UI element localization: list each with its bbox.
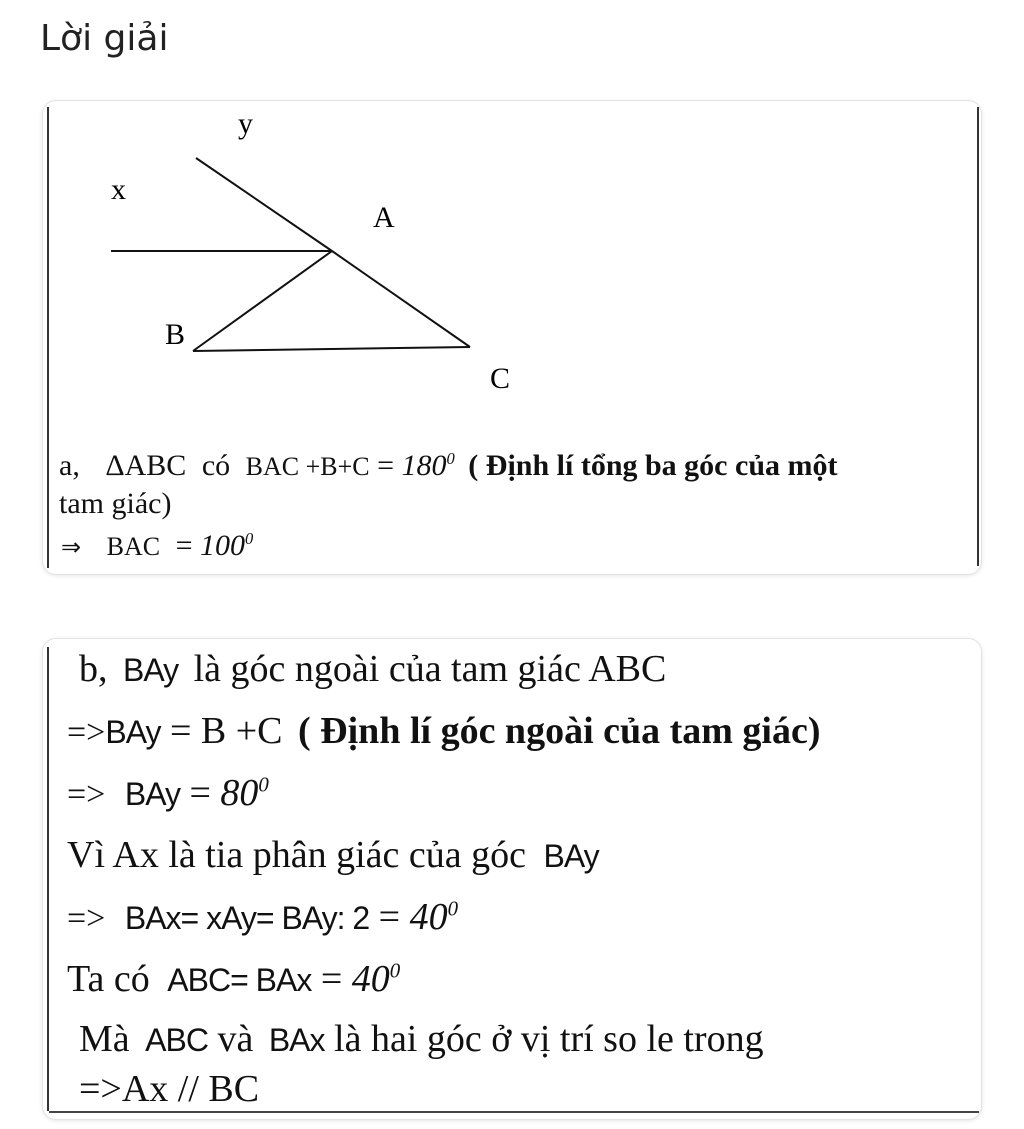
degree-mark: 0: [258, 772, 269, 797]
angle-abc-value: 40: [351, 958, 390, 1000]
exterior-angle-expression: = B +C: [169, 710, 283, 752]
implies-arrow: ⇒: [61, 535, 82, 561]
angle-bay: BAy: [105, 714, 161, 750]
implies-arrow: =>: [67, 714, 106, 751]
equals-sign: =: [175, 529, 193, 562]
text-co: có: [201, 449, 231, 482]
angle-bax: BAx: [268, 1022, 325, 1058]
part-b-line-1: [79, 647, 666, 691]
equals-sign: =: [189, 772, 211, 814]
part-a-line-3: [61, 529, 253, 563]
label-c: C: [490, 362, 511, 395]
label-a: A: [373, 201, 395, 234]
angle-bay-value: 80: [220, 772, 259, 814]
degree-mark: 0: [245, 529, 254, 548]
solution-card-part-b: [42, 638, 982, 1120]
alternate-angles-statement: là hai góc ở vị trí so le trong: [334, 1018, 764, 1060]
degree-mark: 0: [389, 958, 401, 983]
exterior-angle-statement: là góc ngoài của tam giác ABC: [193, 648, 667, 690]
part-b-line-3: [67, 771, 269, 815]
triangle-abc: ΔABC: [105, 449, 187, 482]
ray-ay: [196, 158, 332, 251]
page-title: Lời giải: [40, 18, 169, 59]
geometry-figure: [43, 101, 982, 401]
angle-bac: BAC: [106, 532, 161, 561]
part-a-line-2: tam giác): [59, 487, 172, 520]
solution-card-part-a: [42, 100, 982, 575]
part-b-line-8: =>Ax // BC: [79, 1068, 260, 1110]
bisector-expression: BAx= xAy= BAy: 2: [124, 900, 370, 936]
line-bc: [193, 347, 470, 351]
degree-mark: 0: [446, 449, 455, 468]
part-b-line-4: [67, 833, 599, 877]
label-x: x: [111, 173, 126, 206]
bisector-statement: Vì Ax là tia phân giác của góc: [67, 834, 527, 876]
part-b-line-2: [67, 709, 821, 753]
implies-arrow: =>: [67, 900, 106, 937]
part-b-prefix: b,: [79, 648, 108, 690]
angle-sum-expression: BAC +B+C: [245, 452, 370, 481]
text-va: và: [217, 1018, 254, 1060]
part-b-line-6: [67, 957, 400, 1001]
angle-bac-value: 100: [200, 529, 245, 562]
part-b-line-5: [67, 895, 458, 939]
implies-arrow: =>: [67, 776, 106, 813]
equals-sign: =: [320, 958, 343, 1000]
theorem-note: ( Định lí góc ngoài của tam giác): [298, 710, 821, 752]
equals-sign: =: [378, 896, 401, 938]
angle-sum-value: 180: [401, 449, 447, 482]
angle-abc: ABC: [145, 1022, 208, 1058]
equals-sign: =: [377, 449, 395, 482]
bottom-rule: [49, 1111, 979, 1113]
left-rule: [47, 647, 49, 1111]
text-ta-co: Ta có: [67, 958, 150, 1000]
angle-bay: BAy: [123, 652, 179, 688]
angle-bay: BAy: [124, 776, 180, 812]
line-ac: [332, 251, 470, 347]
line-ab: [193, 251, 332, 351]
part-b-line-7: [79, 1017, 764, 1061]
degree-mark: 0: [447, 896, 459, 921]
part-a-prefix: a,: [59, 449, 80, 482]
theorem-note: ( Định lí tổng ba góc của một: [468, 449, 838, 482]
text-ma: Mà: [79, 1018, 130, 1060]
angle-equality-expression: ABC= BAx: [167, 962, 312, 998]
label-y: y: [238, 107, 253, 140]
label-b: B: [165, 318, 186, 351]
angle-bay: BAy: [543, 838, 599, 874]
part-a-line-1: [59, 449, 837, 483]
angle-bax-value: 40: [409, 896, 448, 938]
